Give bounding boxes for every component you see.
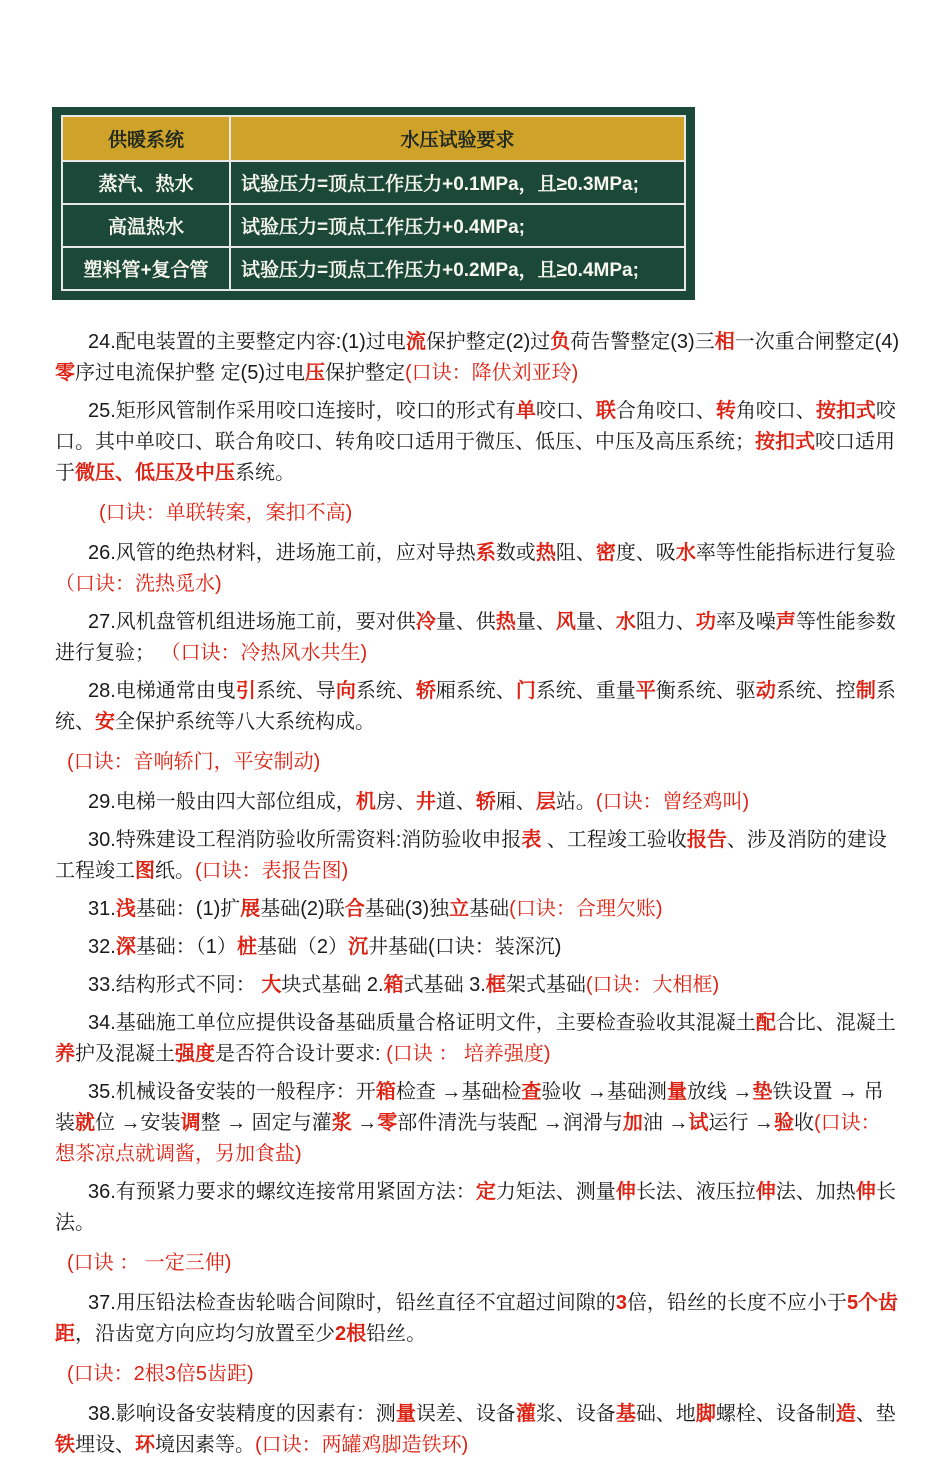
- text-segment: 长法。: [55, 1181, 896, 1234]
- text-segment: 系统、: [355, 680, 416, 702]
- highlight-char: 5个齿距: [55, 1292, 899, 1345]
- text-segment: 保护整定(2)过: [425, 331, 551, 353]
- note-paragraph: [55, 1008, 900, 1070]
- text-segment: 误差、设备: [415, 1403, 516, 1425]
- mnemonic-line: [55, 498, 900, 529]
- text-segment: 检查 →基础检: [395, 1081, 522, 1103]
- highlight-char: 层: [535, 791, 556, 813]
- text-segment: 站。: [555, 791, 596, 813]
- highlight-char: 浅: [115, 898, 136, 920]
- mnemonic-text: (口诀：想茶凉点就调酱，另加食盐): [55, 1112, 881, 1165]
- highlight-char: 养: [55, 1043, 75, 1065]
- cell-system: 蒸汽、热水: [62, 161, 230, 204]
- text-segment: 37.用压铅法检查齿轮啮合间隙时，铅丝直径不宜超过间隙的: [88, 1292, 616, 1314]
- note-paragraph: [55, 932, 900, 963]
- highlight-char: 沉: [348, 936, 369, 958]
- text-segment: 36.有预紧力要求的螺纹连接常用紧固方法：: [88, 1181, 476, 1203]
- highlight-char: 合: [344, 898, 365, 920]
- table-header-system: 供暖系统: [62, 116, 230, 161]
- highlight-char: 垫: [752, 1081, 773, 1103]
- highlight-char: 零: [377, 1112, 398, 1134]
- highlight-char: 轿: [415, 680, 436, 702]
- text-segment: →: [351, 1112, 378, 1134]
- text-segment: 浆、设备: [535, 1403, 616, 1425]
- text-segment: ，沿齿宽方向应均匀放置至少: [75, 1323, 335, 1345]
- highlight-char: 箱: [375, 1081, 396, 1103]
- text-segment: 序过电流保护整 定(5)过电: [75, 362, 305, 384]
- text-segment: 合比、混凝土: [775, 1012, 896, 1034]
- highlight-char: 微压、低压及中压: [75, 462, 235, 484]
- text-segment: 量、: [575, 611, 616, 633]
- text-segment: 式基础 3.: [403, 974, 486, 996]
- cell-system: 塑料管+复合管: [62, 247, 230, 290]
- text-segment: 阻、: [555, 542, 596, 564]
- note-paragraph: [55, 607, 900, 669]
- text-segment: 32.: [88, 936, 116, 958]
- table-row: [62, 204, 685, 247]
- text-segment: 、工程竣工验收: [541, 829, 687, 851]
- text-segment: 房、: [375, 791, 416, 813]
- text-segment: 等性能参数进行复验；: [55, 611, 896, 664]
- mnemonic-line: [55, 1248, 900, 1279]
- highlight-char: 制: [855, 680, 876, 702]
- text-segment: 28.电梯通常由曳: [88, 680, 236, 702]
- text-segment: 护及混凝土: [75, 1043, 175, 1065]
- mnemonic-text: (口诀：两罐鸡脚造铁环): [255, 1434, 469, 1456]
- text-segment: 合角咬口、: [615, 400, 716, 422]
- highlight-char: 加: [622, 1112, 643, 1134]
- highlight-char: 功: [695, 611, 716, 633]
- highlight-char: 按扣式: [815, 400, 876, 422]
- text-segment: 荷告警整定(3)三: [570, 331, 715, 353]
- highlight-char: 负: [550, 331, 571, 353]
- text-segment: 咬口适用于: [55, 431, 895, 484]
- highlight-char: 强度: [175, 1043, 215, 1065]
- highlight-char: 水: [615, 611, 636, 633]
- note-paragraph: [55, 1399, 900, 1461]
- text-segment: 数或: [495, 542, 536, 564]
- mnemonic-text: (口诀：降伏刘亚玲): [405, 362, 579, 384]
- mnemonic-text: (口诀：曾经鸡叫): [595, 791, 750, 813]
- highlight-char: 机: [355, 791, 376, 813]
- highlight-char: 伸: [615, 1181, 636, 1203]
- highlight-char: 动: [755, 680, 776, 702]
- highlight-char: 零: [55, 362, 75, 384]
- note-paragraph: [55, 970, 900, 1001]
- highlight-char: 铁: [55, 1434, 75, 1456]
- highlight-char: 灌: [515, 1403, 536, 1425]
- text-segment: 率及噪: [715, 611, 776, 633]
- mnemonic-text: （口诀：冷热风水共生): [160, 642, 368, 664]
- text-segment: 度、吸: [615, 542, 676, 564]
- text-segment: 基础：（1）: [135, 936, 237, 958]
- text-segment: 厢系统、: [435, 680, 516, 702]
- note-paragraph: [55, 1177, 900, 1239]
- mnemonic-text: (口诀 ： 培养强度): [386, 1043, 551, 1065]
- text-segment: 块式基础 2.: [281, 974, 384, 996]
- highlight-char: 定: [475, 1181, 496, 1203]
- text-segment: 厢、: [495, 791, 536, 813]
- text-segment: 整 → 固定与灌: [200, 1112, 332, 1134]
- text-segment: 油 →: [642, 1112, 689, 1134]
- text-segment: 系统、重量: [535, 680, 636, 702]
- highlight-char: 框: [485, 974, 506, 996]
- highlight-char: 就: [75, 1112, 95, 1134]
- highlight-char: 脚: [695, 1403, 716, 1425]
- highlight-char: 门: [515, 680, 536, 702]
- mnemonic-text: (口诀：合理欠账): [509, 898, 663, 920]
- table-row: [62, 161, 685, 204]
- highlight-char: 图: [135, 860, 155, 882]
- text-segment: 道、: [435, 791, 476, 813]
- text-segment: 保护整定: [325, 362, 405, 384]
- text-segment: 础、地: [635, 1403, 696, 1425]
- text-segment: 基础：(1)扩: [135, 898, 241, 920]
- text-segment: 量、: [515, 611, 556, 633]
- text-segment: 放线 →: [686, 1081, 753, 1103]
- highlight-char: 基: [615, 1403, 636, 1425]
- mnemonic-text: (口诀：大相框): [585, 974, 720, 996]
- text-segment: 系统。: [235, 462, 295, 484]
- highlight-char: 轿: [475, 791, 496, 813]
- note-paragraph: [55, 327, 900, 389]
- highlight-char: 风: [555, 611, 576, 633]
- highlight-char: 配: [755, 1012, 776, 1034]
- highlight-char: 引: [235, 680, 256, 702]
- heating-pressure-table: [61, 115, 686, 291]
- highlight-char: 井: [415, 791, 436, 813]
- text-segment: 螺栓、设备制: [715, 1403, 836, 1425]
- highlight-char: 单: [515, 400, 536, 422]
- highlight-char: 2根: [335, 1323, 367, 1345]
- text-segment: 一次重合闸整定(4): [734, 331, 900, 353]
- text-segment: 31.: [88, 898, 116, 920]
- text-segment: 铁设置 → 吊装: [55, 1081, 884, 1134]
- text-segment: 验收 →基础测: [541, 1081, 667, 1103]
- text-segment: 26.风管的绝热材料，进场施工前，应对导热: [88, 542, 476, 564]
- text-segment: 27.风机盘管机组进场施工前，要对供: [88, 611, 416, 633]
- highlight-char: 安: [95, 711, 115, 733]
- text-segment: 系统、: [55, 680, 896, 733]
- highlight-char: 联: [595, 400, 616, 422]
- text-segment: 、涉及消防的建设工程竣工: [55, 829, 887, 882]
- highlight-char: 大: [261, 974, 282, 996]
- highlight-char: 系: [475, 542, 496, 564]
- text-segment: 基础（2）: [256, 936, 349, 958]
- highlight-char: 流: [405, 331, 426, 353]
- highlight-char: 向: [335, 680, 356, 702]
- note-paragraph: [55, 825, 900, 887]
- text-segment: 法、加热: [775, 1181, 856, 1203]
- table-body: [62, 161, 685, 290]
- mnemonic-text: （口诀：洗热觅水): [55, 573, 222, 595]
- text-segment: 运行 →: [708, 1112, 774, 1134]
- note-paragraph: [55, 787, 900, 818]
- text-segment: 收: [793, 1112, 814, 1134]
- text-segment: 率等性能指标进行复验: [695, 542, 896, 564]
- highlight-char: 深: [115, 936, 136, 958]
- highlight-char: 冷: [415, 611, 436, 633]
- text-segment: 24.配电装置的主要整定内容:(1)过电: [88, 331, 406, 353]
- note-paragraph: [55, 894, 900, 925]
- text-segment: 35.机械设备安装的一般程序：开: [88, 1081, 376, 1103]
- highlight-char: 转: [715, 400, 736, 422]
- text-segment: 埋设、: [75, 1434, 135, 1456]
- text-segment: 衡系统、驱: [655, 680, 756, 702]
- text-segment: 基础(3)独: [364, 898, 450, 920]
- highlight-char: 试: [688, 1112, 709, 1134]
- text-segment: 角咬口、: [735, 400, 816, 422]
- highlight-char: 查: [521, 1081, 542, 1103]
- highlight-char: 验: [773, 1112, 794, 1134]
- text-segment: 位 →安装: [95, 1112, 181, 1134]
- text-segment: 38.影响设备安装精度的因素有：测: [88, 1403, 396, 1425]
- highlight-char: 表: [521, 829, 542, 851]
- highlight-char: 热: [535, 542, 556, 564]
- text-segment: 量、供: [435, 611, 496, 633]
- text-segment: 系统、导: [255, 680, 336, 702]
- highlight-char: 调: [180, 1112, 201, 1134]
- text-segment: 境因素等。: [155, 1434, 255, 1456]
- notes-list: [55, 327, 900, 1461]
- highlight-char: 相: [714, 331, 735, 353]
- text-segment: 基础: [469, 898, 510, 920]
- note-paragraph: [55, 1288, 900, 1350]
- mnemonic-text: (口诀：单联转案，案扣不高): [99, 502, 353, 524]
- highlight-char: 水: [675, 542, 696, 564]
- mnemonic-line: [55, 747, 900, 778]
- highlight-char: 声: [775, 611, 796, 633]
- table-header-row: [62, 116, 685, 161]
- note-paragraph: [55, 1077, 900, 1170]
- cell-requirement: 试验压力=顶点工作压力+0.1MPa，且≥0.3MPa;: [230, 161, 685, 204]
- highlight-char: 环: [135, 1434, 155, 1456]
- text-segment: 、垫: [855, 1403, 896, 1425]
- note-paragraph: [55, 676, 900, 738]
- mnemonic-text: (口诀：2根3倍5齿距): [67, 1363, 254, 1385]
- highlight-char: 浆: [331, 1112, 352, 1134]
- text-segment: 25.矩形风管制作采用咬口连接时，咬口的形式有: [88, 400, 516, 422]
- table-header-requirement: 水压试验要求: [230, 116, 685, 161]
- mnemonic-text: (口诀：表报告图): [195, 860, 349, 882]
- text-segment: 倍，铅丝的长度不应小于: [626, 1292, 847, 1314]
- highlight-char: 压: [305, 362, 325, 384]
- text-segment: 是否符合设计要求:: [215, 1043, 387, 1065]
- table-row: [62, 247, 685, 290]
- highlight-char: 按扣式: [755, 431, 815, 453]
- text-segment: 系统、控: [775, 680, 856, 702]
- note-paragraph: [55, 396, 900, 489]
- text-segment: 咬口、: [535, 400, 596, 422]
- text-segment: 力矩法、测量: [495, 1181, 616, 1203]
- text-segment: 纸。: [155, 860, 195, 882]
- highlight-char: 平: [635, 680, 656, 702]
- text-segment: 架式基础: [505, 974, 586, 996]
- highlight-char: 造: [835, 1403, 856, 1425]
- cell-system: 高温热水: [62, 204, 230, 247]
- text-segment: 咬口。其中单咬口、联合角咬口、转角咬口适用于微压、低压、中压及高压系统；: [55, 400, 896, 453]
- highlight-char: 伸: [755, 1181, 776, 1203]
- cell-requirement: 试验压力=顶点工作压力+0.4MPa;: [230, 204, 685, 247]
- highlight-char: 热: [495, 611, 516, 633]
- text-segment: 部件清洗与装配 →润滑与: [397, 1112, 623, 1134]
- highlight-char: 3: [615, 1292, 627, 1314]
- heating-pressure-table-block: [52, 107, 695, 300]
- text-segment: 井基础(口诀：装深沉): [368, 936, 562, 958]
- highlight-char: 立: [449, 898, 470, 920]
- cell-requirement: 试验压力=顶点工作压力+0.2MPa，且≥0.4MPa;: [230, 247, 685, 290]
- text-segment: 基础(2)联: [260, 898, 345, 920]
- highlight-char: 量: [395, 1403, 416, 1425]
- highlight-char: 密: [595, 542, 616, 564]
- highlight-char: 报告: [686, 829, 727, 851]
- highlight-char: 桩: [236, 936, 257, 958]
- text-segment: 长法、液压拉: [635, 1181, 756, 1203]
- highlight-char: 伸: [855, 1181, 876, 1203]
- mnemonic-line: [55, 1359, 900, 1390]
- highlight-char: 箱: [383, 974, 404, 996]
- text-segment: 33.结构形式不同：: [88, 974, 262, 996]
- text-segment: 34.基础施工单位应提供设备基础质量合格证明文件，主要检查验收其混凝土: [88, 1012, 756, 1034]
- highlight-char: 展: [240, 898, 261, 920]
- mnemonic-text: (口诀：音响轿门，平安制动): [67, 751, 321, 773]
- text-segment: 29.电梯一般由四大部位组成，: [88, 791, 356, 813]
- mnemonic-text: (口诀 ： 一定三伸): [67, 1252, 232, 1274]
- text-segment: 铅丝。: [366, 1323, 427, 1345]
- text-segment: 阻力、: [635, 611, 696, 633]
- text-segment: 全保护系统等八大系统构成。: [115, 711, 375, 733]
- text-segment: 30.特殊建设工程消防验收所需资料:消防验收申报: [88, 829, 522, 851]
- note-paragraph: [55, 538, 900, 600]
- highlight-char: 量: [666, 1081, 687, 1103]
